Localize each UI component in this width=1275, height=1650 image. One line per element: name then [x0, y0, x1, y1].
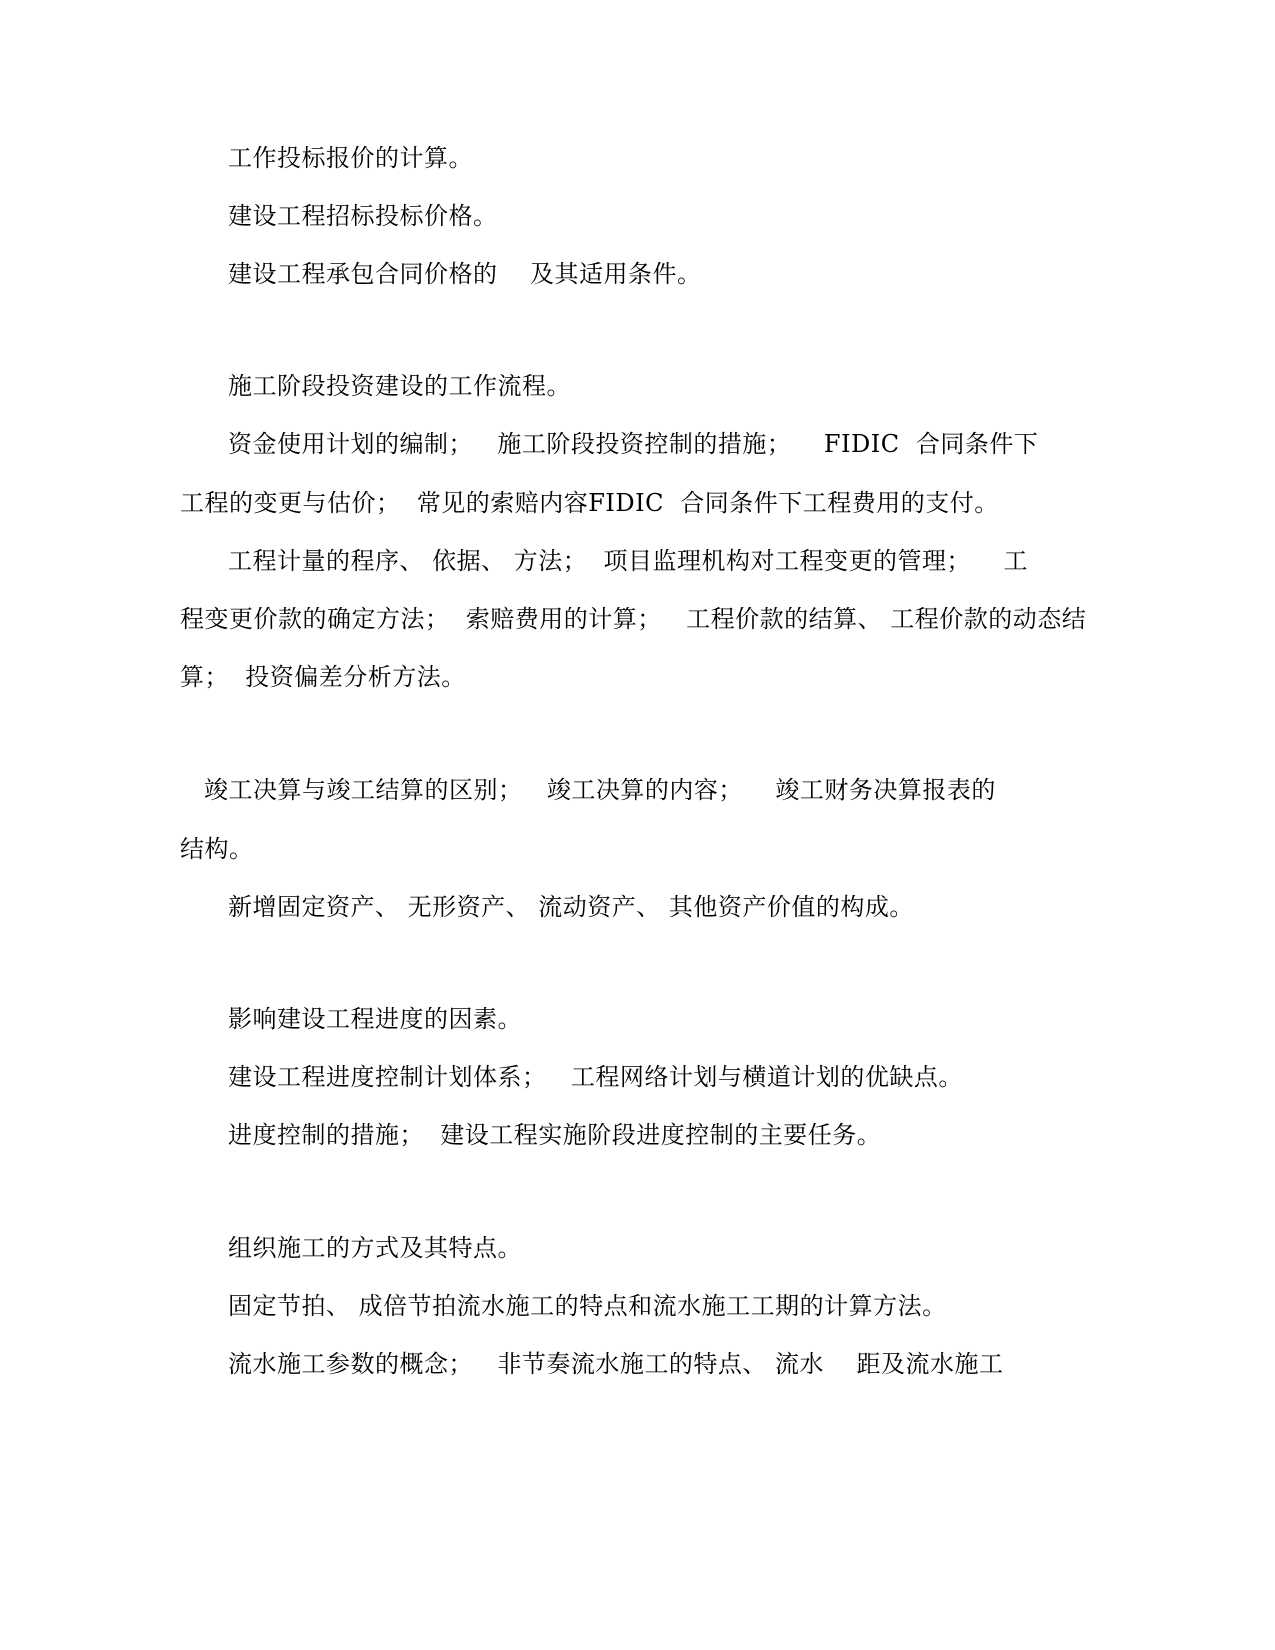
text-line: 工程的变更与估价； 常见的索赔内容FIDIC 合同条件下工程费用的支付。 [180, 489, 999, 517]
text-line: 组织施工的方式及其特点。 [228, 1234, 522, 1262]
text-line: 建设工程招标投标价格。 [228, 202, 498, 230]
text-line: 工程计量的程序、 依据、 方法； 项目监理机构对工程变更的管理； 工 [228, 547, 1029, 575]
text-line: 影响建设工程进度的因素。 [228, 1005, 522, 1033]
text-line: 固定节拍、 成倍节拍流水施工的特点和流水施工工期的计算方法。 [228, 1292, 947, 1320]
text-line: 算； 投资偏差分析方法。 [180, 663, 466, 691]
text-line: 竣工决算与竣工结算的区别； 竣工决算的内容； 竣工财务决算报表的 [204, 776, 996, 804]
text-line: 程变更价款的确定方法； 索赔费用的计算； 工程价款的结算、 工程价款的动态结 [180, 605, 1087, 633]
text-line: 进度控制的措施； 建设工程实施阶段进度控制的主要任务。 [228, 1121, 882, 1149]
text-line: 施工阶段投资建设的工作流程。 [228, 372, 571, 400]
text-line: 建设工程承包合同价格的 及其适用条件。 [228, 260, 702, 288]
text-line: 资金使用计划的编制； 施工阶段投资控制的措施； FIDIC 合同条件下 [228, 430, 1039, 458]
text-line: 建设工程进度控制计划体系； 工程网络计划与横道计划的优缺点。 [228, 1063, 963, 1091]
text-line: 新增固定资产、 无形资产、 流动资产、 其他资产价值的构成。 [228, 893, 914, 921]
text-line: 结构。 [180, 835, 254, 863]
text-line: 工作投标报价的计算。 [228, 144, 473, 172]
text-line: 流水施工参数的概念； 非节奏流水施工的特点、 流水 距及流水施工 [228, 1350, 1004, 1378]
